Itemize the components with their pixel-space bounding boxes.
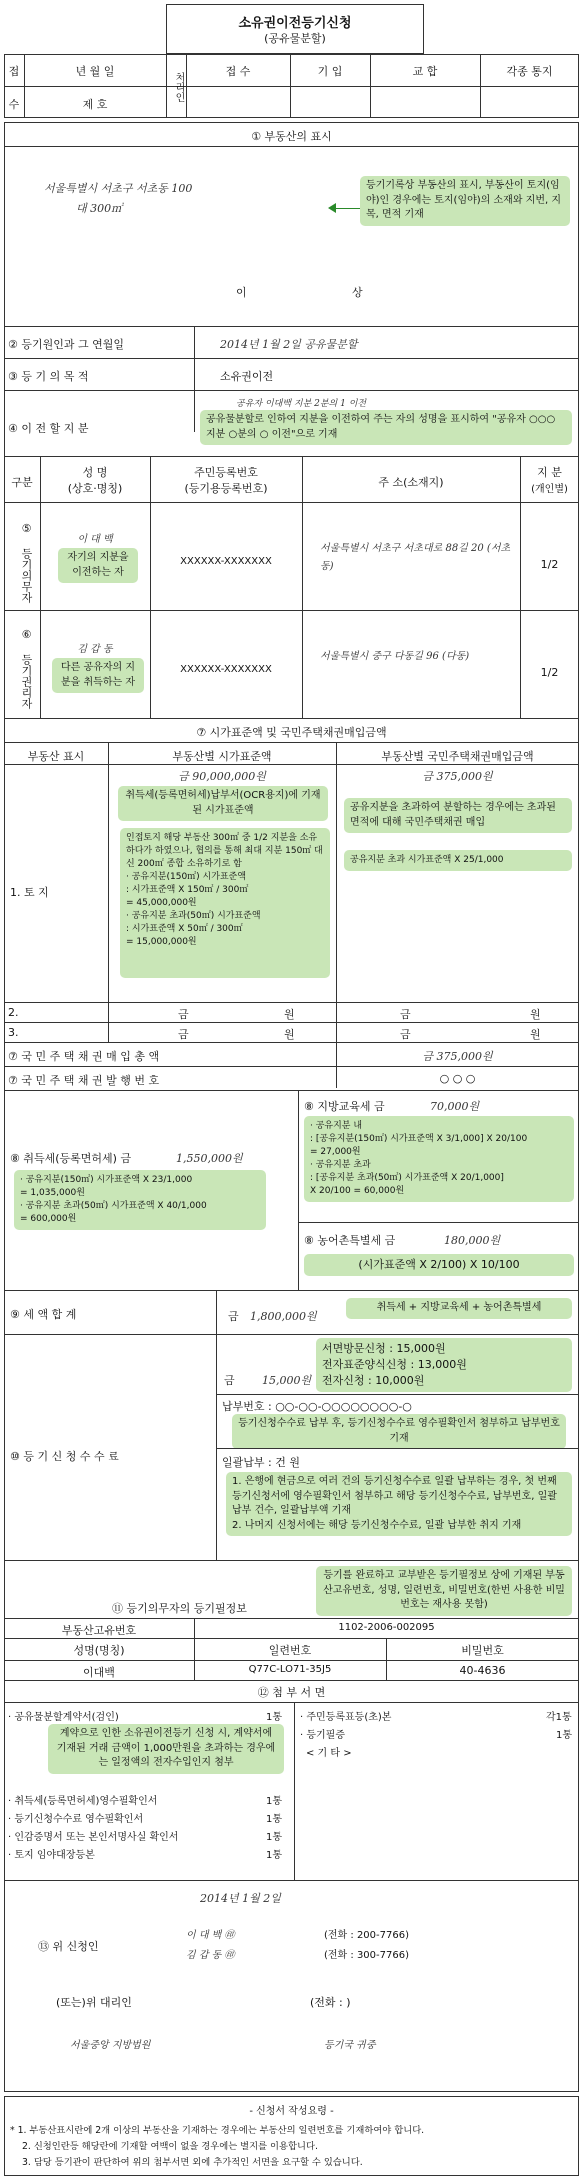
- calc1-line: : 시가표준액 X 50㎡ / 300㎡: [126, 924, 243, 935]
- purpose-value: 소유권이전: [220, 370, 274, 383]
- attach-left-4-n: 1통: [266, 1850, 283, 1861]
- fee-option: 서면방문신청 : 15,000원: [322, 1342, 446, 1355]
- col-reg-sub: (등기용등록번호): [184, 482, 268, 495]
- rural-tax-amt: 180,000원: [444, 1234, 501, 1247]
- calc1-line: = 15,000,000원: [126, 937, 197, 948]
- acq-calc-line: · 공유지분 초과(50㎡) 시가표준액 X 40/1,000: [20, 1201, 207, 1212]
- cause-value: 2014년 1월 2일 공유물분할: [220, 338, 358, 351]
- bond-total-label: ⑦ 국 민 주 택 채 권 매 입 총 액: [8, 1050, 160, 1063]
- section-property-title: ① 부동산의 표시: [251, 130, 332, 143]
- edu-calc-line: · 공유지분 초과: [310, 1160, 371, 1171]
- attach-right-0-n: 각1통: [546, 1712, 572, 1723]
- attach-left-2: · 등기신청수수료 영수필확인서: [8, 1814, 144, 1825]
- attach-left-1: · 취득세(등록면허세)영수필확인서: [8, 1796, 158, 1807]
- s7-row3-won2: 원: [530, 1028, 541, 1041]
- edu-tax-label: ⑧ 지방교육세 금: [304, 1100, 385, 1113]
- property-note: 등기기록상 부동산의 표시, 부동산이 토지(임야)인 경우에는 토지(임야)의 소재와 지번, 지목, 면적 기재: [360, 176, 570, 226]
- obligor-name: 이 대 백: [77, 534, 113, 545]
- s7-note1: 취득세(등록면허세)납부서(OCR용지)에 기재된 시가표준액: [118, 786, 328, 821]
- cause-label: ② 등기원인과 그 연월일: [8, 338, 124, 351]
- s7-row3-won1: 원: [284, 1028, 295, 1041]
- attach-right-2: < 기 타 >: [306, 1748, 352, 1759]
- applicant-2-tel: (전화 : 300-7766): [324, 1950, 409, 1961]
- guide-title: - 신청서 작성요령 -: [249, 2106, 334, 2117]
- calc1-line: = 45,000,000원: [126, 898, 197, 909]
- rightholder-reg: XXXXXX-XXXXXXX: [180, 664, 272, 675]
- s7-row3-geum2: 금: [400, 1028, 411, 1041]
- receipt-su: 수: [8, 98, 20, 111]
- rural-tax-note: (시가표준액 X 2/100) X 10/100: [304, 1254, 574, 1276]
- acq-tax-calc: [14, 1170, 266, 1230]
- attach-left-3: · 인감증명서 또는 본인서명사실 확인서: [8, 1832, 179, 1843]
- acq-tax-label: ⑧ 취득세(등록면허세) 금: [10, 1152, 132, 1165]
- purpose-label: ③ 등 기 의 목 적: [8, 370, 89, 383]
- agent-label: (또는)위 대리인: [56, 1996, 132, 2009]
- attach-left-4: · 토지 임야대장등본: [8, 1850, 95, 1861]
- s7-amt2: 금 375,000원: [422, 770, 493, 783]
- s7-row3: 3.: [8, 1026, 19, 1039]
- calc1-line: : 시가표준액 X 150㎡ / 300㎡: [126, 885, 249, 896]
- calc1-line: 인접토지 해당 부동산 300㎡ 중 1/2 지분을 소유하다가 하였으나, 협의를 통해 최대 지분 150㎡ 대신 200㎡ 종합 소유하기로 함: [126, 833, 323, 870]
- s7-row2: 2.: [8, 1006, 19, 1019]
- obligor-share: 1/2: [540, 558, 559, 571]
- attach-left-0: · 공유물분할계약서(검인): [8, 1712, 119, 1723]
- property-address: 서울특별시 서초구 서초동 100: [44, 182, 193, 195]
- edu-calc-line: = 27,000원: [310, 1147, 361, 1158]
- total-tax-label: ⑨ 세 액 합 계: [10, 1308, 77, 1321]
- cert-info-label: ⑪ 등기의무자의 등기필정보: [112, 1602, 247, 1615]
- s7-row2-geum1: 금: [178, 1008, 189, 1021]
- attach-right-0: · 주민등록표등(초)본: [300, 1712, 392, 1723]
- bond-no-label: ⑦ 국 민 주 택 채 권 발 행 번 호: [8, 1074, 160, 1087]
- cert-name-h: 성명(명칭): [73, 1644, 125, 1657]
- payment-no: 납부번호 : ○○-○○-○○○○○○○○-○: [222, 1400, 412, 1413]
- s7-col3: 부동산별 국민주택채권매입금액: [381, 750, 534, 763]
- obligor-addr: 서울특별시 서초구 서초대로 88길 20 (서초동): [320, 543, 511, 572]
- edu-calc-line: : [공유지분(150㎡) 시가표준액 X 3/1,000] X 20/100: [310, 1134, 528, 1145]
- uid-label: 부동산고유번호: [61, 1624, 137, 1637]
- total-tax-geum: 금: [228, 1310, 239, 1323]
- receipt-jeopsu: 접 수: [225, 65, 251, 78]
- cert-serial: Q77C-LO71-35J5: [248, 1664, 332, 1675]
- rightholder-addr: 서울특별시 중구 다동길 96 (다동): [320, 651, 470, 662]
- receipt-tongji: 각종 통지: [506, 65, 553, 78]
- fee-option: 전자신청 : 10,000원: [322, 1373, 425, 1387]
- applicant-1-tel: (전화 : 200-7766): [324, 1930, 409, 1941]
- attach-left-1-n: 1통: [266, 1796, 283, 1807]
- attachments-title: ⑫ 첨 부 서 면: [257, 1686, 326, 1699]
- receipt-handler: 처리인: [173, 72, 184, 102]
- share-label: ④ 이 전 할 지 분: [8, 422, 89, 435]
- s7-row2-won1: 원: [284, 1008, 295, 1021]
- cert-info-note: 등기를 완료하고 교부받은 등기필정보 상에 기재된 부동산고유번호, 성명, 일련번호, 비밀번호(한번 사용한 비밀번호는 재사용 못함): [316, 1566, 572, 1616]
- applicant-label: ⑬ 위 신청인: [38, 1940, 99, 1953]
- s7-amt1: 금 90,000,000원: [178, 770, 266, 783]
- fee-geum: 금: [224, 1374, 235, 1387]
- obligor-reg: XXXXXX-XXXXXXX: [180, 556, 272, 567]
- attach-right-1-n: 1통: [556, 1730, 573, 1741]
- acq-tax-amt: 1,550,000원: [176, 1152, 243, 1165]
- attach-left-note: 계약으로 인한 소유권이전등기 신청 시, 계약서에 기재된 거래 금액이 1,000만원을 초과하는 경우에는 일정액의 전자수입인지 첨부: [48, 1724, 284, 1774]
- col-gubun: 구분: [11, 476, 33, 489]
- acq-calc-line: = 1,035,000원: [20, 1188, 85, 1199]
- bond-total: 금 375,000원: [422, 1050, 493, 1063]
- s7-row2-won2: 원: [530, 1008, 541, 1021]
- s7-calc1: [120, 828, 330, 978]
- total-tax-note: 취득세 + 지방교육세 + 농어촌특별세: [346, 1298, 572, 1319]
- fee-option: 전자표준양식신청 : 13,000원: [322, 1357, 467, 1371]
- rightholder-share: 1/2: [540, 666, 559, 679]
- sign-date: 2014년 1월 2일: [200, 1892, 281, 1905]
- receipt-no: 제 호: [82, 98, 108, 111]
- share-value: 공유자 이대백 지분 2분의 1 이전: [236, 399, 367, 409]
- attach-left-2-n: 1통: [266, 1814, 283, 1825]
- property-sang: 상: [352, 286, 363, 299]
- rightholder-label: ⑥ 등기권리자: [20, 627, 33, 709]
- court-name: 서울중앙 지방법원: [70, 2040, 151, 2051]
- uid-value: 1102-2006-002095: [338, 1622, 435, 1633]
- guide-item-1: * 1. 부동산표시란에 2개 이상의 부동산을 기재하는 경우에는 부동산의 일련번호를 기재하여야 합니다.: [10, 2125, 425, 2136]
- receipt-giip: 기 입: [317, 65, 343, 78]
- col-name-sub: (상호·명칭): [67, 482, 123, 495]
- fee-options: [316, 1338, 572, 1392]
- bulk-note: [226, 1472, 572, 1536]
- s7-row3-geum1: 금: [178, 1028, 189, 1041]
- guide-item-2: 2. 신청인란등 해당란에 기재할 여백이 없을 경우에는 별지를 이용합니다.: [22, 2141, 318, 2152]
- rural-tax-label: ⑧ 농어촌특별세 금: [304, 1234, 396, 1247]
- fee-label: ⑩ 등 기 신 청 수 수 료: [10, 1450, 119, 1463]
- calc1-line: · 공유지분 초과(50㎡) 시가표준액: [126, 911, 261, 922]
- bulk-note-line: 1. 은행에 현금으로 여러 건의 등기신청수수료 일괄 납부하는 경우, 첫 번째 등기신청서에 영수필확인서 첨부하고 해당 등기신청수수료, 납부번호, 일괄납부 건수, 일괄납부액 기재: [232, 1476, 557, 1516]
- applicant-1: 이 대 백 ㊞: [186, 1930, 235, 1941]
- applicant-2: 김 갑 동 ㊞: [186, 1950, 235, 1961]
- cert-serial-h: 일련번호: [268, 1644, 312, 1657]
- property-area: 대 300㎡: [76, 202, 123, 215]
- rightholder-name: 김 갑 동: [77, 644, 113, 655]
- share-note: 공유물분할로 인하여 지분을 이전하여 주는 자의 성명을 표시하여 "공유자 ○○○ 지분 ○분의 ○ 이전"으로 기재: [200, 410, 572, 445]
- edu-calc-line: · 공유지분 내: [310, 1121, 363, 1131]
- bulk-note-line: 2. 나머지 신청서에는 해당 등기신청수수료, 일괄 납부한 취지 기재: [232, 1519, 522, 1531]
- col-reg: 주민등록번호: [194, 466, 258, 479]
- receipt-gyohap: 교 합: [412, 65, 438, 78]
- cert-pw-h: 비밀번호: [461, 1644, 504, 1657]
- s7-row2-geum2: 금: [400, 1008, 411, 1021]
- obligor-note: 자기의 지분을 이전하는 자: [58, 548, 138, 583]
- edu-calc-line: X 20/100 = 60,000원: [310, 1186, 405, 1197]
- obligor-label: ⑤ 등기의무자: [20, 521, 33, 603]
- col-name: 성 명: [82, 466, 108, 479]
- attach-right-1: · 등기필증: [300, 1730, 345, 1741]
- section-7-title: ⑦ 시가표준액 및 국민주택채권매입금액: [196, 726, 387, 739]
- guide-item-3: 3. 담당 등기관이 판단하여 위의 첨부서면 외에 추가적인 서면을 요구할 수 있습니다.: [22, 2157, 363, 2168]
- fee-amt: 15,000원: [262, 1374, 312, 1387]
- agent-tel: (전화 : ): [310, 1996, 351, 2009]
- calc1-line: · 공유지분(150㎡) 시가표준액: [126, 872, 247, 883]
- total-tax-amt: 1,800,000원: [250, 1310, 317, 1323]
- bulk-payment: 일괄납부 : 건 원: [222, 1456, 300, 1469]
- attach-left-0-n: 1통: [266, 1712, 283, 1723]
- edu-tax-calc: [304, 1116, 574, 1202]
- col-share: 지 분: [537, 466, 562, 479]
- form-title: 소유권이전등기신청: [238, 16, 352, 31]
- property-i: 이: [236, 286, 247, 299]
- col-share-sub: (개인별): [531, 484, 568, 495]
- receipt-jeop: 접: [8, 65, 20, 78]
- cert-pw: 40-4636: [459, 1664, 506, 1677]
- s7-calc2: 공유지분 초과 시가표준액 X 25/1,000: [344, 850, 572, 871]
- attach-left-3-n: 1통: [266, 1832, 283, 1843]
- cert-name: 이대백: [83, 1666, 115, 1679]
- s7-row1: 1. 토 지: [10, 886, 49, 899]
- rightholder-note: 다른 공유자의 지분을 취득하는 자: [52, 658, 144, 693]
- receipt-date: 년 월 일: [75, 65, 115, 78]
- edu-tax-amt: 70,000원: [430, 1100, 480, 1113]
- col-addr: 주 소(소재지): [378, 476, 444, 489]
- s7-note2: 공유지분을 초과하여 분할하는 경우에는 초과된 면적에 대해 국민주택채권 매입: [344, 798, 572, 833]
- court-office: 등기국 귀중: [324, 2040, 376, 2051]
- acq-calc-line: = 600,000원: [20, 1214, 77, 1225]
- form-subtitle: (공유물분할): [264, 32, 326, 45]
- s7-col1: 부동산 표시: [27, 750, 85, 763]
- payment-note: 등기신청수수료 납부 후, 등기신청수수료 영수필확인서 첨부하고 납부번호 기재: [232, 1414, 566, 1449]
- edu-calc-line: : [공유지분 초과(50㎡) 시가표준액 X 20/1,000]: [310, 1173, 504, 1184]
- s7-col2: 부동산별 시가표준액: [172, 750, 272, 763]
- acq-calc-line: · 공유지분(150㎡) 시가표준액 X 23/1,000: [20, 1175, 193, 1185]
- bond-no: ○ ○ ○: [439, 1072, 476, 1085]
